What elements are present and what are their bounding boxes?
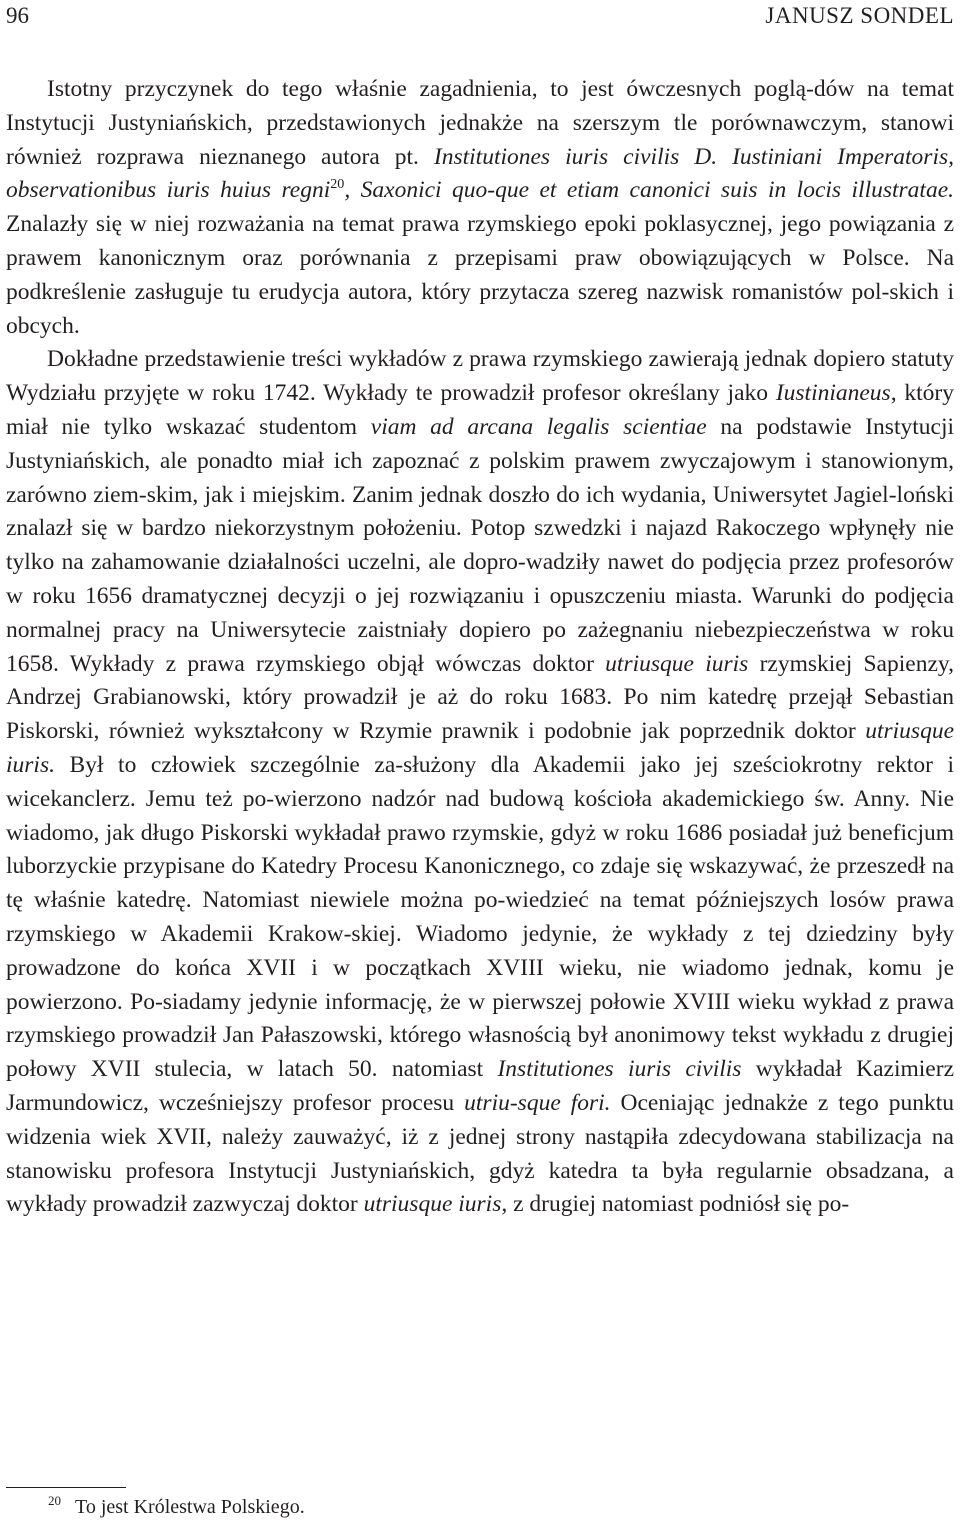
- p2-text-6: wykładał Kazimierz Jarmundowicz, wcześniejszy profesor procesu: [6, 1056, 954, 1116]
- p2-italic-4: utriusque iuris.: [6, 718, 954, 778]
- p2-italic-3: utriusque iuris: [605, 650, 749, 677]
- p1-italic-title-cont: , Saxonici quo-que et etiam canonici suis in locis illustratae.: [344, 177, 954, 204]
- footnote-text: To jest Królestwa Polskiego.: [75, 1496, 305, 1518]
- p2-italic-7: utriusque iuris: [363, 1191, 502, 1218]
- p2-italic-1: Iustinianeus: [775, 380, 891, 407]
- paragraph-2: [6, 343, 954, 1222]
- paragraph-1: [6, 73, 954, 343]
- page-number: 96: [6, 3, 29, 28]
- p2-text-1: Dokładne przedstawienie treści wykładów z prawa rzymskiego zawierają jednak dopiero statuty Wydziału przyjęte w roku 1742. Wykłady te prowadził profesor określany jako: [6, 346, 954, 407]
- p2-text-2: , który miał nie tylko wskazać studentom: [6, 380, 954, 440]
- p2-italic-6: utriu-sque fori.: [464, 1089, 611, 1116]
- footnote-divider: [6, 1487, 126, 1488]
- p2-italic-2: viam ad arcana legalis scientiae: [370, 413, 707, 440]
- p2-text-8: , z drugiej natomiast podniósł się po-: [501, 1191, 850, 1218]
- p2-text-5: Był to człowiek szczególnie za-służony dla Akademii jako jej sześciokrotny rektor i wicekanclerz. Jemu też po-wierzono nadzór nad budową kościoła akademickiego św. Anny. Nie wiadomo, jak długo Piskorski wykładał prawo rzymskie, gdyż w roku 1686 posiadał już beneficjum luborzyckie przypisane do Katedry Procesu Kanonicznego, co zdaje się wskazywać, że przeszedł na tę właśnie katedrę. Natomiast niewiele można po-wiedzieć na temat późniejszych losów prawa rzymskiego w Akademii Krakow-skiej. Wiadomo jedynie, że wykłady z tej dziedziny były prowadzone do końca XVII i w początkach XVIII wieku, nie wiadomo jednak, komu je powierzono. Po-siadamy jedynie informację, że w pierwszej połowie XVIII wieku wykład z prawa rzymskiego prowadził Jan Pałaszowski, którego własnością był anonimowy tekst wykładu z drugiej połowy XVII stulecia, w latach 50. natomiast: [6, 751, 954, 1083]
- p2-text-4: rzymskiej Sapienzy, Andrzej Grabianowski, który prowadził je aż do roku 1683. Po nim katedrę przejął Sebastian Piskorski, również wykształcony w Rzymie prawnik i podobnie jak poprzednik doktor: [6, 650, 954, 745]
- footnote: [48, 1494, 928, 1520]
- p2-italic-5: Institutiones iuris civilis: [497, 1056, 742, 1083]
- body-text: [6, 73, 954, 1222]
- p1-text-2: Znalazły się w niej rozważania na temat prawa rzymskiego epoki poklasycznej, jego powiązania z prawem kanonicznym oraz porównania z przepisami praw obowiązujących w Polsce. Na podkreślenie zasługuje tu erudycja autora, który przytacza szereg nazwisk romanistów pol-skich i obcych.: [6, 211, 954, 339]
- p2-text-3: na podstawie Instytucji Justyniańskich, ale ponadto miał ich zapoznać z polskim prawem zwyczajowym i stanowionym, zarówno ziem-skim, jak i miejskim. Zanim jednak doszło do ich wydania, Uniwersytet Jagiel-loński znalazł się w bardzo niekorzystnym położeniu. Potop szwedzki i najazd Rakoczego wpłynęły nie tylko na zahamowanie działalności uczelni, ale dopro-wadziły nawet do podjęcia przez profesorów w roku 1656 dramatycznej decyzji o jej rozwiązaniu i opuszczeniu miasta. Warunki do podjęcia normalnej pracy na Uniwersytecie zaistniały dopiero po zażegnaniu niebezpieczeństwa w roku 1658. Wykłady z prawa rzymskiego objął wówczas doktor: [6, 413, 955, 677]
- page-header: [6, 2, 954, 30]
- p2-text-7: Oceniając jednakże z tego punktu widzenia wiek XVII, należy zauważyć, iż z jednej strony nastąpiła zdecydowana stabilizacja na stanowisku profesora Instytucji Justyniańskich, gdyż katedra ta była regularnie obsadzana, a wykłady prowadził zazwyczaj doktor: [6, 1089, 954, 1218]
- p1-italic-title: Institutiones iuris civilis D. Iustiniani Imperatoris, observationibus iuris huius regni: [6, 143, 954, 204]
- running-head: JANUSZ SONDEL: [765, 3, 954, 28]
- document-page: [6, 0, 954, 1523]
- footnote-reference[interactable]: 20: [330, 176, 345, 193]
- footnote-number: 20: [48, 1493, 61, 1509]
- p1-text-1: Istotny przyczynek do tego właśnie zagadnienia, to jest ówczesnych poglą-dów na temat Instytucji Justyniańskich, przedstawionych jednakże na szerszym tle porównawczym, stanowi również rozprawa nieznanego autora pt.: [6, 76, 954, 170]
